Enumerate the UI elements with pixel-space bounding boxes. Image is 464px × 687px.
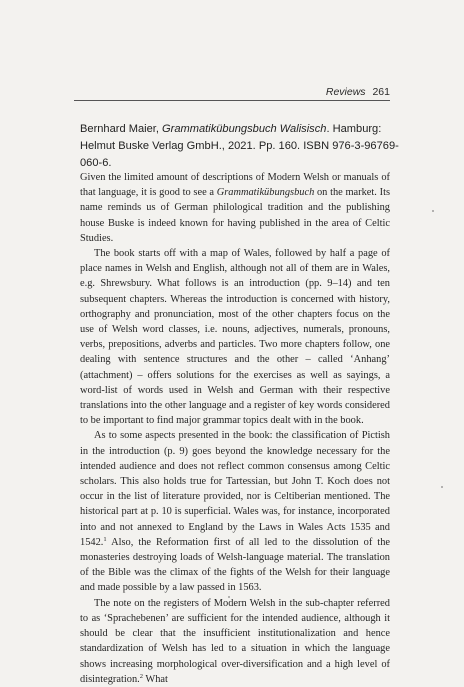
running-head-title: Reviews	[325, 86, 366, 98]
paragraph-2: The book starts off with a map of Wales, followed by half a page of place names in Welsh and English, although not all of them are in Wales, e.g. Shrewsbury. What follows is an introduction (pp. 9–14) and ten subsequent chapters. Whereas the introduction is concerned with history, orthography and pronunciation, most of the other chapters focus on the use of Welsh word classes, i.e. nouns, adjectives, numerals, pronouns, verbs, prepositions, adverbs and particles. Two more chapters follow, one dealing with sentence structures and the other – called ‘Anhang’ (attachment) – offers solutions for the exercises as well as sayings, a word-list of words used in Welsh and German with their respective translations into the other language and a register of key words considered to be important to find major grammar topics dealt with in the book.	[80, 248, 390, 427]
book-title-mention: Grammatikübungsbuch	[216, 187, 315, 199]
paragraph-3	[80, 428, 390, 595]
review-heading	[80, 121, 400, 172]
paragraph-1-text-b: on the market. Its name reminds us of German philological tradition and the publishing house Buske is indeed known for having published in the area of Celtic Studies.	[80, 187, 390, 244]
publication-details: . Hamburg: Helmut Buske Verlag GmbH., 2021. Pp. 160. ISBN 976-3-96769-060-6.	[80, 123, 399, 169]
running-head	[326, 86, 390, 98]
footnote-marker-2: 2	[139, 672, 143, 680]
review-body	[80, 170, 390, 687]
paragraph-4-text-a: The note on the registers of Modern Welsh in the sub-chapter referred to as ‘Sprachebenen’ are sufficient for the intended audience, although it should be clear that the insufficient institutionalization and hence standardization of Welsh has led to a situation in which the language shows increasing morphological over-diversification and a high level of disintegration.	[80, 597, 390, 685]
paragraph-1	[80, 170, 390, 246]
paragraph-3-text-b: Also, the Reformation first of all led to the dissolution of the monasteries destroying loads of Welsh-language material. The translation of the Bible was the climax of the fights of the Welsh for their language and made possible by a law passed in 1563.	[80, 536, 390, 594]
book-author: Bernhard Maier,	[80, 123, 163, 135]
footnote-marker-1: 1	[103, 535, 107, 543]
book-title: Grammatikübungsbuch Walisisch	[162, 123, 327, 135]
paragraph-3-text-a: As to some aspects presented in the book: the classification of Pictish in the introduction (p. 9) goes beyond the knowledge necessary for the intended audience and does not reflect common consensus among Celtic scholars. This also holds true for Tartessian, but John T. Koch does not occur in the list of literature provided, nor is Celtiberian mentioned. The historical part at p. 10 is superficial. Wales was, for instance, incorporated into and not annexed to England by the Laws in Wales Acts 1535 and 1542.	[80, 430, 390, 548]
paper-speck	[228, 596, 230, 598]
paper-speck	[441, 486, 443, 488]
paper-speck	[432, 210, 434, 212]
page-number: 261	[372, 86, 390, 98]
paragraph-4	[80, 596, 390, 687]
header-rule	[74, 100, 390, 101]
paragraph-4-text-b: What	[143, 673, 168, 685]
paragraph-1-text-a: Given the limited amount of descriptions of Modern Welsh or manuals of that language, it is good to see a	[80, 172, 390, 199]
